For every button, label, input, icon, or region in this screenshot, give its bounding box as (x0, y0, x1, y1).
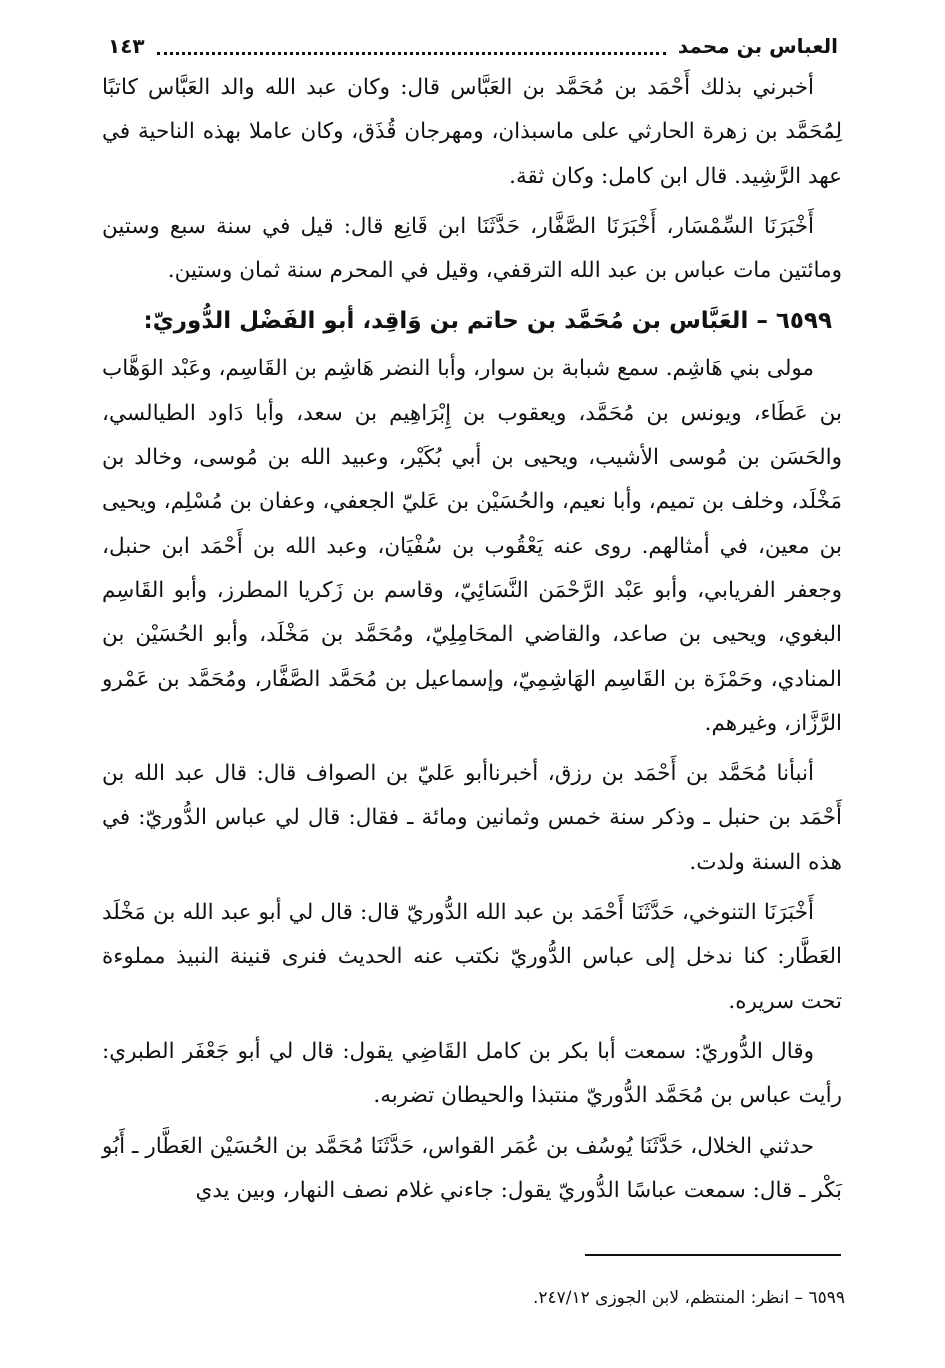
paragraph: أَخْبَرَنَا السِّمْسَار، أَخْبَرَنَا الصَّفَّار، حَدَّثَنَا ابن قَانِع قال: قيل في سنة سبع وستين ومائتين مات عباس بن عبد الله الترقفي، وقيل في المحرم سنة ثمان وستين. (102, 213, 842, 284)
footnote-divider (585, 1254, 841, 1256)
paragraph: حدثني الخلال، حَدَّثَنَا يُوسُف بن عُمَر القواس، حَدَّثَنَا مُحَمَّد بن الحُسَيْن العَطَّار ـ أَبُو بَكْر ـ قال: سمعت عباسًا الدُّوريّ يقول: جاءني غلام نصف النهار، وبين يدي (102, 1133, 842, 1203)
running-title: العباس بن محمد (677, 34, 838, 58)
header-dot-leader (157, 38, 666, 55)
page-number: ١٤٣ (108, 34, 145, 58)
paragraph: أَخْبَرَنَا التنوخي، حَدَّثَنَا أَحْمَد بن عبد الله الدُّوريّ قال: قال لي أبو عبد الله بن مَخْلَد العَطَّار: كنا ندخل إلى عباس الدُّوريّ نكتب عنه الحديث فنرى قنينة النبيذ مملوءة تحت سريره. (102, 900, 842, 1014)
page-header (108, 28, 838, 64)
paragraph: وقال الدُّوريّ: سمعت أبا بكر بن كامل القَاضِي يقول: قال لي أبو جَعْفَر الطبري: رأيت عباس بن مُحَمَّد الدُّوريّ منتبذا والحيطان تضربه. (102, 1038, 842, 1109)
main-text (102, 66, 842, 1219)
paragraph: أخبرني بذلك أَحْمَد بن مُحَمَّد بن العَبَّاس قال: وكان عبد الله والد العَبَّاس كاتبًا لِمُحَمَّد بن زهرة الحارثي على ماسبذان، ومهرجان قُذَق، وكان عاملا بهذه الناحية في عهد الرَّشِيد. قال ابن كامل: وكان ثقة. (102, 75, 842, 189)
footnote: ٦٥٩٩ – انظر: المنتظم، لابن الجوزى ٢٤٧/١٢. (532, 1288, 845, 1308)
paragraph: أنبأنا مُحَمَّد بن أَحْمَد بن رزق، أخبرناأبو عَليّ بن الصواف قال: قال عبد الله بن أَحْمَد بن حنبل ـ وذكر سنة خمس وثمانين ومائة ـ فقال: قال لي عباس الدُّوريّ: في هذه السنة ولدت. (102, 761, 842, 875)
paragraph: مولى بني هَاشِم. سمع شبابة بن سوار، وأبا النضر هَاشِم بن القَاسِم، وعَبْد الوَهَّاب بن عَطَاء، ويونس بن مُحَمَّد، ويعقوب بن إِبْرَاهِيم بن سعد، وأبا دَاود الطيالسي، والحَسَن بن مُوسى الأشيب، ويحيى بن أبي بُكَيْر، وعبيد الله بن مُوسى، وخالد بن مَخْلَد، وخلف بن تميم، وأبا نعيم، والحُسَيْن بن عَليّ الجعفي، وعفان بن مُسْلِم، ويحيى بن معين، في أمثالهم. روى عنه يَعْقُوب بن سُفْيَان، وعبد الله بن أَحْمَد ابن حنبل، وجعفر الفريابي، وأبو عَبْد الرَّحْمَن النَّسَائِيّ، وقاسم بن زَكريا المطرز، وأبو القَاسِم البغوي، ويحيى بن صاعد، والقاضي المحَامِلِيّ، ومُحَمَّد بن مَخْلَد، وأبو الحُسَيْن بن المنادي، وحَمْزَة بن القَاسِم الهَاشِمِيّ، وإسماعيل بن مُحَمَّد الصَّفَّار، ومُحَمَّد بن عَمْرو الرَّزَّاز، وغيرهم. (102, 356, 843, 736)
entry-heading: ٦٥٩٩ – العَبَّاس بن مُحَمَّد بن حاتم بن وَاقِد، أبو الفَضْل الدُّوريّ: (143, 308, 832, 335)
